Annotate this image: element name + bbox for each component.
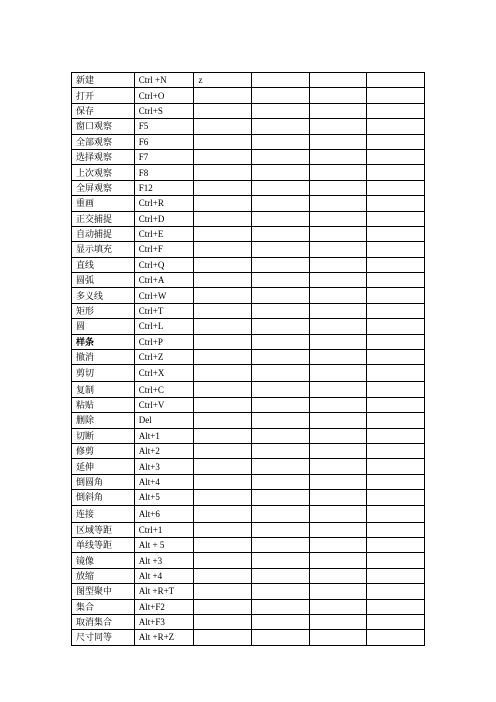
empty-cell <box>367 365 425 382</box>
empty-cell <box>194 584 252 599</box>
empty-cell <box>194 88 252 103</box>
table-row <box>72 350 425 365</box>
table-row <box>72 505 425 522</box>
empty-cell <box>309 584 367 599</box>
shortcut-key-cell: Alt +4 <box>134 568 194 583</box>
empty-cell <box>252 584 310 599</box>
empty-cell <box>252 211 310 226</box>
empty-cell <box>194 568 252 583</box>
empty-cell <box>367 257 425 272</box>
shortcut-table-body <box>72 73 425 646</box>
empty-cell <box>194 211 252 226</box>
empty-cell <box>309 568 367 583</box>
empty-cell <box>252 428 310 443</box>
shortcut-key-cell: Ctrl+1 <box>134 522 194 537</box>
shortcut-key-cell: F5 <box>134 119 194 134</box>
empty-cell <box>309 257 367 272</box>
command-name-cell: 正交捕捉 <box>72 211 135 226</box>
empty-cell <box>252 505 310 522</box>
table-row <box>72 273 425 288</box>
shortcut-key-cell: F12 <box>134 180 194 195</box>
empty-cell <box>194 226 252 241</box>
empty-cell <box>252 459 310 474</box>
empty-cell <box>194 522 252 537</box>
table-row <box>72 490 425 505</box>
table-row <box>72 568 425 583</box>
empty-cell <box>194 273 252 288</box>
empty-cell <box>194 257 252 272</box>
command-name-cell: 单线等距 <box>72 537 135 552</box>
command-name-cell: 圆弧 <box>72 273 135 288</box>
shortcut-key-cell: Alt+2 <box>134 443 194 458</box>
shortcut-key-cell: Ctrl+F <box>134 242 194 257</box>
empty-cell <box>194 459 252 474</box>
empty-cell <box>309 459 367 474</box>
empty-cell <box>309 88 367 103</box>
empty-cell <box>252 365 310 382</box>
shortcut-key-cell: Ctrl+P <box>134 334 194 349</box>
empty-cell <box>309 273 367 288</box>
shortcut-key-cell: Alt+F2 <box>134 599 194 614</box>
empty-cell <box>309 428 367 443</box>
shortcut-key-cell: Ctrl +N <box>134 73 194 88</box>
table-row <box>72 226 425 241</box>
empty-cell <box>194 599 252 614</box>
empty-cell <box>309 474 367 489</box>
empty-cell <box>194 319 252 334</box>
empty-cell <box>367 303 425 318</box>
command-name-cell: 样条 <box>72 334 135 349</box>
empty-cell <box>367 459 425 474</box>
empty-cell <box>252 165 310 180</box>
empty-cell <box>309 490 367 505</box>
command-name-cell: 区域等距 <box>72 522 135 537</box>
table-row <box>72 149 425 164</box>
empty-cell <box>252 382 310 397</box>
empty-cell <box>252 319 310 334</box>
shortcut-key-cell: Alt +R+T <box>134 584 194 599</box>
empty-cell <box>309 196 367 211</box>
shortcut-key-cell: Ctrl+R <box>134 196 194 211</box>
shortcut-key-cell: Alt+F3 <box>134 614 194 629</box>
command-name-cell: 连接 <box>72 505 135 522</box>
empty-cell <box>252 522 310 537</box>
shortcut-key-cell: Ctrl+Z <box>134 350 194 365</box>
table-row <box>72 134 425 149</box>
empty-cell <box>194 149 252 164</box>
shortcut-table <box>71 72 425 646</box>
empty-cell <box>309 553 367 568</box>
empty-cell <box>252 490 310 505</box>
empty-cell <box>309 630 367 645</box>
command-name-cell: 全部观察 <box>72 134 135 149</box>
empty-cell <box>194 397 252 412</box>
shortcut-key-cell: Ctrl+W <box>134 288 194 303</box>
shortcut-key-cell: Alt+6 <box>134 505 194 522</box>
table-row <box>72 459 425 474</box>
empty-cell <box>194 382 252 397</box>
empty-cell <box>367 428 425 443</box>
empty-cell <box>252 599 310 614</box>
table-row <box>72 180 425 195</box>
empty-cell <box>252 88 310 103</box>
empty-cell <box>252 413 310 428</box>
command-name-cell: 圆 <box>72 319 135 334</box>
empty-cell <box>309 303 367 318</box>
empty-cell <box>367 226 425 241</box>
empty-cell <box>252 288 310 303</box>
empty-cell <box>367 119 425 134</box>
table-row <box>72 630 425 645</box>
table-row <box>72 119 425 134</box>
shortcut-key-cell: Alt +R+Z <box>134 630 194 645</box>
empty-cell <box>309 73 367 88</box>
empty-cell <box>309 334 367 349</box>
table-row <box>72 303 425 318</box>
shortcut-key-cell: Ctrl+E <box>134 226 194 241</box>
empty-cell <box>309 165 367 180</box>
empty-cell <box>367 350 425 365</box>
empty-cell <box>252 134 310 149</box>
empty-cell <box>252 273 310 288</box>
empty-cell <box>194 303 252 318</box>
shortcut-key-cell: F7 <box>134 149 194 164</box>
empty-cell <box>194 553 252 568</box>
empty-cell <box>367 134 425 149</box>
table-row <box>72 242 425 257</box>
empty-cell <box>367 149 425 164</box>
table-row <box>72 474 425 489</box>
empty-cell <box>309 365 367 382</box>
command-name-cell: 镜像 <box>72 553 135 568</box>
empty-cell <box>309 149 367 164</box>
empty-cell <box>367 211 425 226</box>
shortcut-key-cell: Ctrl+X <box>134 365 194 382</box>
table-row <box>72 537 425 552</box>
command-name-cell: 窗口观察 <box>72 119 135 134</box>
empty-cell <box>194 630 252 645</box>
command-name-cell: 集合 <box>72 599 135 614</box>
empty-cell <box>309 443 367 458</box>
empty-cell <box>309 242 367 257</box>
empty-cell <box>194 505 252 522</box>
shortcut-key-cell: Ctrl+L <box>134 319 194 334</box>
command-name-cell: 上次观察 <box>72 165 135 180</box>
table-row <box>72 553 425 568</box>
empty-cell <box>194 443 252 458</box>
shortcut-key-cell: Ctrl+Q <box>134 257 194 272</box>
command-name-cell: 图型聚中 <box>72 584 135 599</box>
empty-cell <box>252 568 310 583</box>
table-row <box>72 334 425 349</box>
empty-cell <box>309 599 367 614</box>
empty-cell <box>194 134 252 149</box>
empty-cell <box>194 180 252 195</box>
shortcut-key-cell: Del <box>134 413 194 428</box>
table-row <box>72 599 425 614</box>
shortcut-key-cell: Alt+4 <box>134 474 194 489</box>
table-row <box>72 211 425 226</box>
empty-cell <box>367 630 425 645</box>
empty-cell <box>194 196 252 211</box>
empty-cell <box>367 196 425 211</box>
empty-cell <box>367 537 425 552</box>
command-name-cell: 取消集合 <box>72 614 135 629</box>
empty-cell <box>367 334 425 349</box>
shortcut-key-cell: F6 <box>134 134 194 149</box>
command-name-cell: 全屏观察 <box>72 180 135 195</box>
empty-cell <box>252 196 310 211</box>
shortcut-key-cell: Ctrl+D <box>134 211 194 226</box>
empty-cell <box>309 382 367 397</box>
command-name-cell: 复制 <box>72 382 135 397</box>
empty-cell <box>367 73 425 88</box>
extra-mark-cell: z <box>194 73 252 88</box>
command-name-cell: 粘贴 <box>72 397 135 412</box>
empty-cell <box>367 165 425 180</box>
empty-cell <box>309 350 367 365</box>
empty-cell <box>367 568 425 583</box>
empty-cell <box>194 119 252 134</box>
command-name-cell: 尺寸同等 <box>72 630 135 645</box>
table-row <box>72 103 425 118</box>
empty-cell <box>367 614 425 629</box>
empty-cell <box>194 537 252 552</box>
empty-cell <box>252 103 310 118</box>
table-row <box>72 584 425 599</box>
empty-cell <box>252 180 310 195</box>
empty-cell <box>194 334 252 349</box>
empty-cell <box>367 553 425 568</box>
table-row <box>72 319 425 334</box>
empty-cell <box>252 242 310 257</box>
empty-cell <box>309 288 367 303</box>
command-name-cell: 显示填充 <box>72 242 135 257</box>
empty-cell <box>367 273 425 288</box>
table-row <box>72 257 425 272</box>
empty-cell <box>367 180 425 195</box>
empty-cell <box>194 413 252 428</box>
command-name-cell: 修剪 <box>72 443 135 458</box>
table-row <box>72 522 425 537</box>
command-name-cell: 放缩 <box>72 568 135 583</box>
command-name-cell: 延伸 <box>72 459 135 474</box>
empty-cell <box>252 334 310 349</box>
empty-cell <box>367 599 425 614</box>
shortcut-key-cell: Alt+1 <box>134 428 194 443</box>
shortcut-key-cell: Ctrl+A <box>134 273 194 288</box>
empty-cell <box>252 350 310 365</box>
empty-cell <box>309 614 367 629</box>
shortcut-key-cell: Alt+5 <box>134 490 194 505</box>
empty-cell <box>309 505 367 522</box>
empty-cell <box>252 149 310 164</box>
shortcut-key-cell: Alt +3 <box>134 553 194 568</box>
empty-cell <box>194 365 252 382</box>
empty-cell <box>367 288 425 303</box>
command-name-cell: 撤消 <box>72 350 135 365</box>
command-name-cell: 删除 <box>72 413 135 428</box>
command-name-cell: 保存 <box>72 103 135 118</box>
table-row <box>72 443 425 458</box>
table-row <box>72 397 425 412</box>
empty-cell <box>309 413 367 428</box>
empty-cell <box>252 614 310 629</box>
empty-cell <box>194 428 252 443</box>
table-row <box>72 428 425 443</box>
empty-cell <box>309 226 367 241</box>
empty-cell <box>309 397 367 412</box>
empty-cell <box>367 319 425 334</box>
shortcut-key-cell: F8 <box>134 165 194 180</box>
empty-cell <box>367 505 425 522</box>
shortcut-key-cell: Ctrl+O <box>134 88 194 103</box>
table-row <box>72 413 425 428</box>
empty-cell <box>309 119 367 134</box>
empty-cell <box>367 522 425 537</box>
table-row <box>72 288 425 303</box>
command-name-cell: 直线 <box>72 257 135 272</box>
empty-cell <box>367 88 425 103</box>
shortcut-key-cell: Alt+3 <box>134 459 194 474</box>
empty-cell <box>252 553 310 568</box>
empty-cell <box>194 350 252 365</box>
table-row <box>72 614 425 629</box>
command-name-cell: 倒斜角 <box>72 490 135 505</box>
empty-cell <box>194 474 252 489</box>
empty-cell <box>367 103 425 118</box>
shortcut-key-cell: Ctrl+S <box>134 103 194 118</box>
empty-cell <box>309 180 367 195</box>
empty-cell <box>194 288 252 303</box>
empty-cell <box>367 443 425 458</box>
empty-cell <box>252 119 310 134</box>
command-name-cell: 自动捕捉 <box>72 226 135 241</box>
empty-cell <box>194 242 252 257</box>
shortcut-key-cell: Ctrl+V <box>134 397 194 412</box>
empty-cell <box>252 537 310 552</box>
empty-cell <box>309 319 367 334</box>
empty-cell <box>367 397 425 412</box>
empty-cell <box>252 226 310 241</box>
command-name-cell: 打开 <box>72 88 135 103</box>
command-name-cell: 倒圆角 <box>72 474 135 489</box>
command-name-cell: 新建 <box>72 73 135 88</box>
shortcut-key-cell: Ctrl+T <box>134 303 194 318</box>
empty-cell <box>309 522 367 537</box>
empty-cell <box>252 443 310 458</box>
empty-cell <box>252 73 310 88</box>
table-row <box>72 88 425 103</box>
table-row <box>72 382 425 397</box>
table-row <box>72 73 425 88</box>
empty-cell <box>367 584 425 599</box>
empty-cell <box>309 211 367 226</box>
empty-cell <box>194 490 252 505</box>
empty-cell <box>367 413 425 428</box>
command-name-cell: 剪切 <box>72 365 135 382</box>
command-name-cell: 重画 <box>72 196 135 211</box>
table-row <box>72 165 425 180</box>
empty-cell <box>252 397 310 412</box>
empty-cell <box>367 474 425 489</box>
command-name-cell: 切断 <box>72 428 135 443</box>
empty-cell <box>309 134 367 149</box>
empty-cell <box>367 242 425 257</box>
empty-cell <box>367 490 425 505</box>
empty-cell <box>367 382 425 397</box>
empty-cell <box>252 630 310 645</box>
empty-cell <box>194 614 252 629</box>
empty-cell <box>309 537 367 552</box>
empty-cell <box>194 165 252 180</box>
command-name-cell: 选择观察 <box>72 149 135 164</box>
command-name-cell: 多义线 <box>72 288 135 303</box>
shortcut-key-cell: Alt + 5 <box>134 537 194 552</box>
empty-cell <box>252 303 310 318</box>
table-row <box>72 365 425 382</box>
shortcut-key-cell: Ctrl+C <box>134 382 194 397</box>
empty-cell <box>252 474 310 489</box>
table-row <box>72 196 425 211</box>
empty-cell <box>252 257 310 272</box>
empty-cell <box>194 103 252 118</box>
empty-cell <box>309 103 367 118</box>
command-name-cell: 矩形 <box>72 303 135 318</box>
